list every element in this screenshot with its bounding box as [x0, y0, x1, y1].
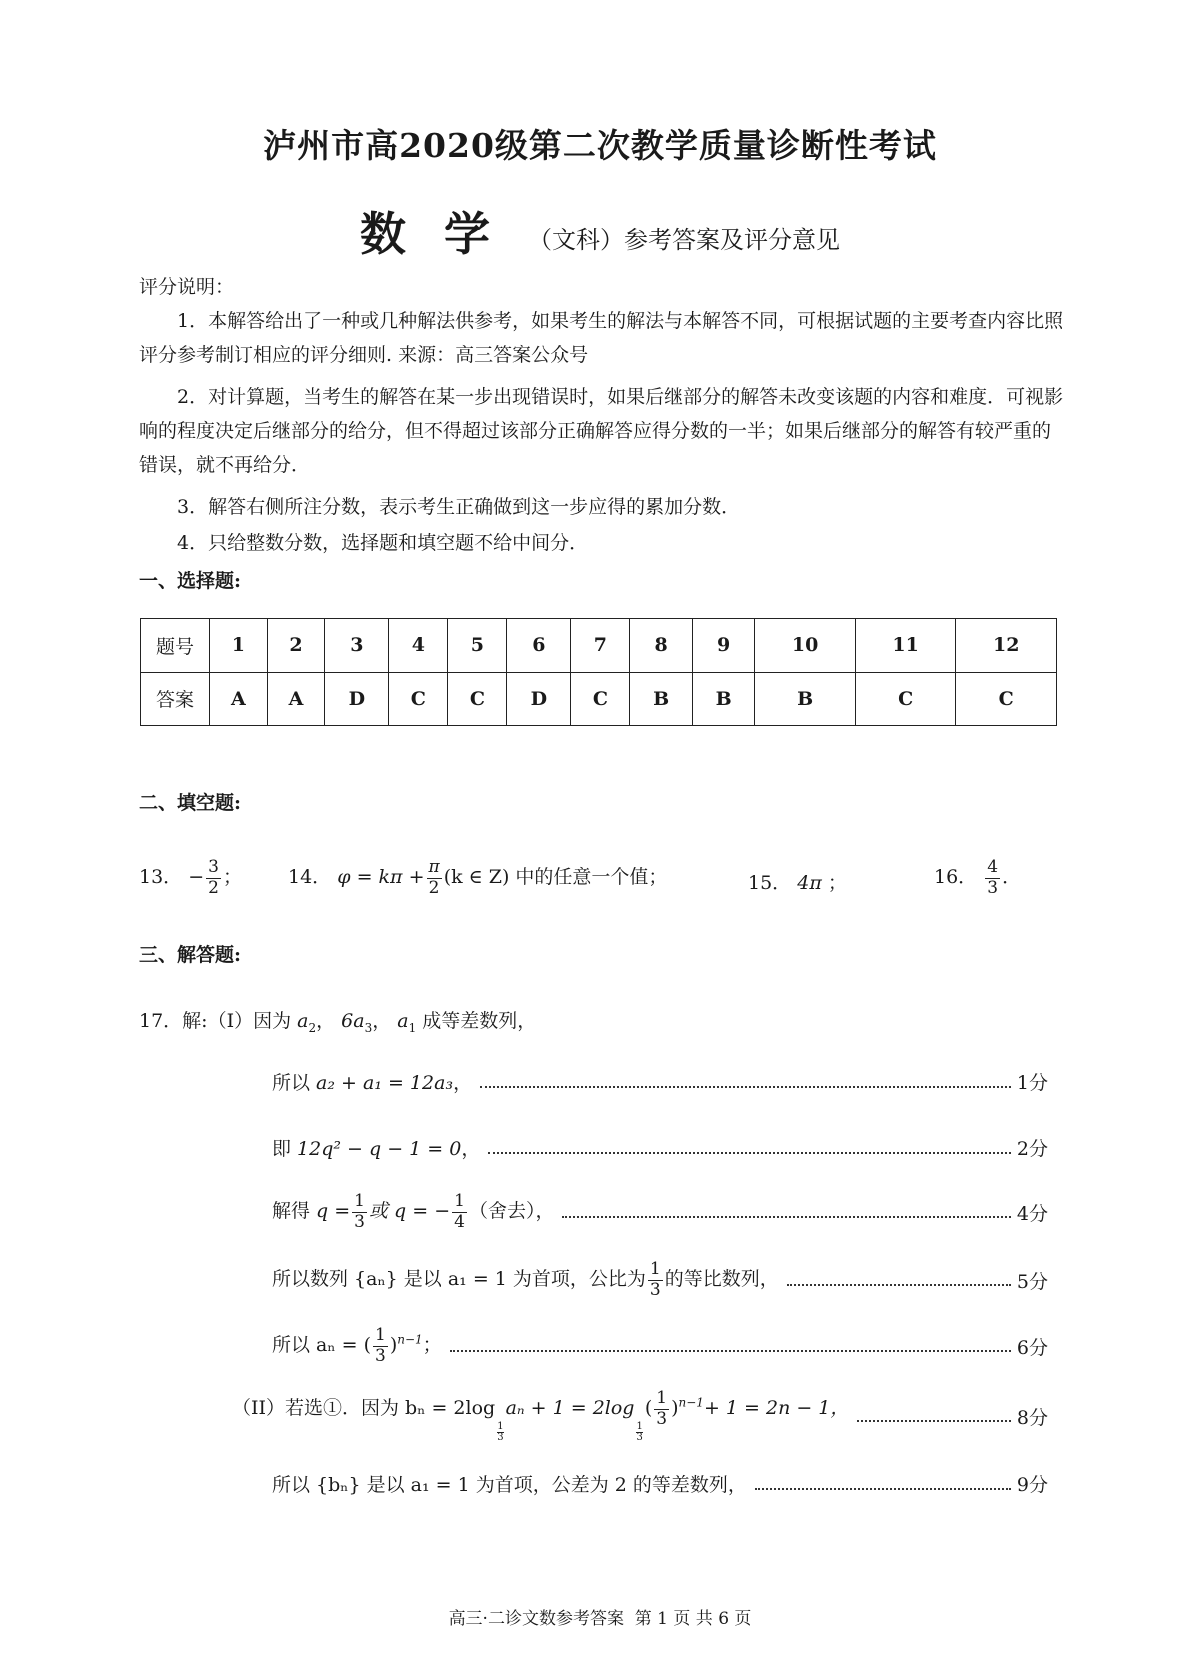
last-score: 9分	[1016, 1474, 1048, 1496]
step-score: 5分	[1016, 1270, 1048, 1293]
solution-step-5: 所以 aₙ = ( $\frac{1}{3}$ )$^{n-1}$； 6分	[272, 1324, 1048, 1366]
solution-step-3	[272, 1188, 1048, 1236]
solution-step-4	[272, 1256, 1048, 1304]
frac-num: 1	[375, 1324, 386, 1345]
subtitle-text: （文科）参考答案及评分意见	[528, 226, 840, 254]
table-row-numbers	[141, 619, 1057, 673]
question-number: 1	[210, 619, 268, 673]
question-number: 11	[855, 619, 956, 673]
leader-dots	[480, 1086, 1011, 1088]
answer-cell: D	[325, 672, 389, 726]
q16-label: 16．	[934, 866, 978, 889]
q16-tail: ．	[1002, 866, 1022, 889]
q13-tail: ；	[222, 866, 242, 889]
answer-cell: C	[448, 672, 507, 726]
q16-fraction	[985, 858, 1000, 898]
answer-cell: C	[956, 672, 1057, 726]
frac-num: 1	[656, 1388, 668, 1409]
solution-step-2	[272, 1134, 1048, 1161]
document-subtitle	[0, 198, 1200, 264]
step-exponent: n−1	[397, 1332, 423, 1347]
step-pre: 所以 aₙ = (	[272, 1334, 371, 1356]
frac-den: 3	[656, 1409, 668, 1430]
row-label-answer: 答案	[141, 672, 210, 726]
question-number: 2	[267, 619, 325, 673]
q17-intro: 17．解:（I）因为 $a_2$， $6a_3$， $a_1$ 成等差数列，	[139, 1010, 537, 1035]
step-post: ，	[453, 1072, 473, 1094]
part2-fraction	[654, 1389, 669, 1429]
step-score: 2分	[1016, 1138, 1048, 1160]
frac-num: 1	[649, 1258, 661, 1279]
leader-dots	[755, 1488, 1011, 1490]
instruction-item-1: 1．本解答给出了一种或几种解法供参考，如果考生的解法与本解答不同，可根据试题的主要考查内容比照评分参考制订相应的评分细则. 来源：高三答案公众号	[139, 310, 1064, 366]
part2-mid1: aₙ + 1 = 2log	[505, 1397, 635, 1420]
q14-cond: (k ∈ Z)	[443, 866, 510, 889]
q14-expr: φ = kπ +	[337, 866, 425, 889]
q14-num: π	[428, 857, 440, 877]
term-sub: 3	[364, 1020, 373, 1035]
frac-den: 3	[375, 1345, 386, 1366]
answer-cell: B	[692, 672, 754, 726]
answer-table	[140, 618, 1057, 726]
subject-name: 数学	[360, 207, 528, 261]
q17-intro-tail: 成等差数列，	[422, 1010, 537, 1032]
step-fraction	[452, 1192, 467, 1232]
answer-cell: A	[267, 672, 325, 726]
step-pre: 解得	[272, 1200, 317, 1222]
q13-num: 3	[208, 857, 219, 877]
question-number: 7	[571, 619, 630, 673]
term-sub: 1	[408, 1020, 417, 1035]
step-mid: 或 q = −	[369, 1200, 451, 1222]
leader-dots	[488, 1152, 1011, 1154]
solution-step-1	[272, 1068, 1048, 1095]
answer-cell: D	[507, 672, 571, 726]
q14-tail: 中的任意一个值；	[515, 866, 668, 889]
q13-den: 2	[208, 877, 219, 898]
step-q1: q =	[316, 1200, 351, 1222]
step-post: ；	[422, 1334, 442, 1356]
step-post: （舍去），	[468, 1200, 555, 1222]
frac-num: 1	[354, 1190, 365, 1211]
document-title: 泸州市高2020级第二次教学质量诊断性考试	[263, 126, 937, 165]
q15-label: 15．	[748, 872, 792, 894]
term-6a: 6a	[341, 1010, 365, 1032]
footer-title: 高三·二诊文数参考答案	[448, 1609, 624, 1629]
log-base	[636, 1422, 642, 1443]
table-row-answers	[141, 672, 1057, 726]
part2-exponent: n−1	[678, 1396, 704, 1411]
step-post: 的等比数列，	[664, 1268, 779, 1290]
q14-den: 2	[428, 877, 440, 898]
answer-cell: C	[389, 672, 448, 726]
frac-den: 3	[354, 1211, 365, 1232]
step-fraction	[648, 1260, 663, 1300]
log-base-num: 1	[497, 1420, 504, 1432]
log-base-den: 3	[497, 1431, 504, 1443]
part2-pre: （II）若选①．因为 bₙ = 2log	[232, 1397, 496, 1420]
q13-fraction	[206, 858, 221, 898]
answer-13	[139, 858, 242, 898]
log-base-num: 1	[636, 1420, 643, 1432]
answer-16	[934, 858, 1021, 898]
q15-value: 4π	[797, 872, 822, 894]
part2-score: 8分	[1016, 1406, 1048, 1429]
leader-dots	[787, 1284, 1011, 1286]
step-pre: 所以数列 {aₙ} 是以 a₁ = 1 为首项，公比为	[272, 1268, 646, 1290]
section-heading-choice: 一、选择题:	[139, 570, 242, 592]
q13-label: 13．	[139, 866, 183, 889]
frac-den: 3	[649, 1279, 661, 1300]
q13-sign: −	[188, 866, 205, 889]
log-base-den: 3	[636, 1431, 643, 1443]
step-score: 4分	[1016, 1202, 1048, 1225]
answer-cell: C	[855, 672, 956, 726]
question-number: 5	[448, 619, 507, 673]
row-label-number: 题号	[141, 619, 210, 673]
q17-label: 17．解:（I）因为	[139, 1010, 292, 1032]
section-heading-fill: 二、填空题:	[139, 792, 242, 814]
question-number: 4	[389, 619, 448, 673]
question-number: 9	[692, 619, 754, 673]
step-post: ，	[461, 1138, 481, 1160]
instructions-label: 评分说明：	[139, 276, 235, 298]
term-a: a	[397, 1010, 409, 1032]
answer-15	[748, 866, 847, 900]
log-base	[497, 1422, 503, 1443]
step-pre: 所以	[272, 1072, 317, 1094]
step-pre: 即	[272, 1138, 298, 1160]
part2-post: + 1 = 2n − 1，	[703, 1397, 850, 1420]
last-pre: 所以 {bₙ} 是以 a₁ = 1 为首项，公差为 2 的等差数列，	[272, 1474, 747, 1496]
leader-dots	[857, 1420, 1011, 1422]
q16-num: 4	[987, 857, 999, 877]
frac-den: 4	[454, 1211, 465, 1232]
leader-dots	[450, 1350, 1011, 1352]
question-number: 10	[755, 619, 856, 673]
footer-page-number: 第 1 页 共 6 页	[634, 1609, 752, 1629]
step-score: 1分	[1016, 1072, 1048, 1094]
term-a: a	[297, 1010, 309, 1032]
leader-dots	[562, 1216, 1010, 1218]
page-footer	[0, 1604, 1200, 1629]
solution-part-2: （II）若选①．因为 bₙ = 2log $\frac{1}{3}$ aₙ + 1 = 2log $\frac{1}{3}$ ( $\frac{1}{3}$ )$^{n-1}$+ 1 = 2n − 1， 8分	[232, 1388, 1048, 1443]
answer-14	[288, 858, 667, 898]
answer-cell: B	[755, 672, 856, 726]
answer-cell: C	[571, 672, 630, 726]
step-fraction	[373, 1326, 388, 1366]
answer-cell: A	[210, 672, 268, 726]
part2-mid2: (	[644, 1397, 653, 1420]
step-expr: 12q² − q − 1 = 0	[297, 1138, 462, 1160]
q15-tail: ；	[827, 872, 847, 894]
instruction-item-4: 4．只给整数分数，选择题和填空题不给中间分．	[177, 532, 589, 554]
question-number: 3	[325, 619, 389, 673]
q14-fraction	[427, 858, 442, 898]
q16-den: 3	[987, 877, 999, 898]
answer-cell: B	[630, 672, 692, 726]
question-number: 8	[630, 619, 692, 673]
step-score: 6分	[1016, 1336, 1048, 1359]
q14-label: 14．	[288, 866, 332, 889]
question-number: 6	[507, 619, 571, 673]
solution-step-last	[272, 1470, 1048, 1497]
instruction-item-2: 2．对计算题，当考生的解答在某一步出现错误时，如果后继部分的解答未改变该题的内容和难度．可视影响的程度决定后继部分的给分，但不得超过该部分正确解答应得分数的一半；如果后继部分的解答有较严重的错误，就不再给分．	[139, 386, 1064, 476]
term-sub: 2	[308, 1020, 317, 1035]
section-heading-solve: 三、解答题:	[139, 944, 242, 966]
question-number: 12	[956, 619, 1057, 673]
step-expr: a₂ + a₁ = 12a₃	[316, 1072, 454, 1094]
step-fraction	[352, 1192, 367, 1232]
frac-num: 1	[454, 1190, 465, 1211]
instruction-item-3: 3．解答右侧所注分数，表示考生正确做到这一步应得的累加分数．	[177, 496, 741, 518]
